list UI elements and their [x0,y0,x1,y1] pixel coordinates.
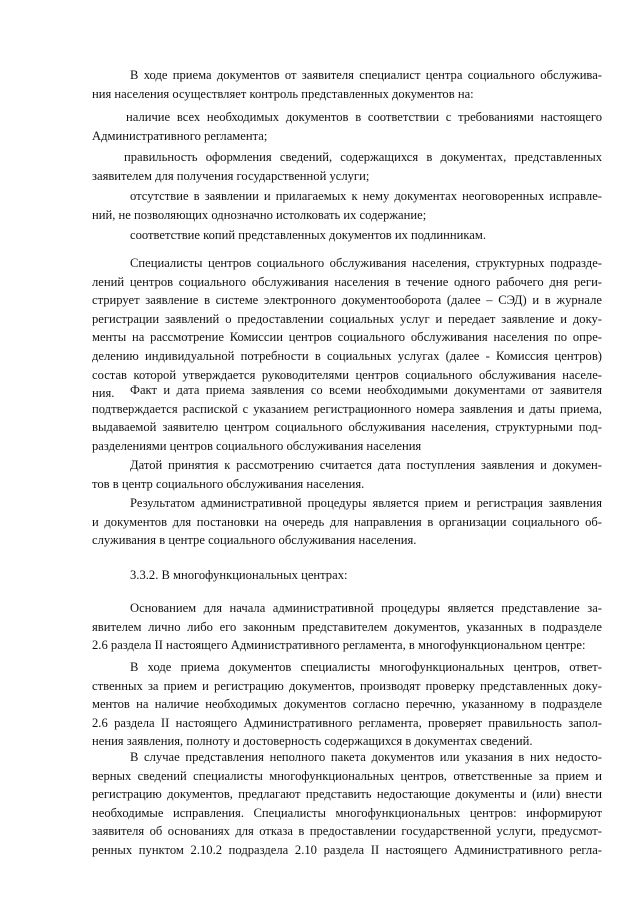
text-line: В случае представления неполного пакета документов или указания в них недосто- [130,750,602,764]
text-line: 2.6 раздела II настоящего Административного регламента, проверяет правильность запол- [92,715,602,730]
text-line: явителем лично либо его законным представителем документов, указанных в подразделе [92,619,602,634]
text-line: 2.6 раздела II настоящего Административного регламента, в многофункциональном центре: [92,638,586,653]
text-line: заявителя об основаниях для отказа в предоставлении государственной услуги, предусмот- [92,824,602,839]
text-line: верных сведений специалисты многофункциональных центров, ответственные за прием и [92,768,602,783]
paragraph-list-item-3 [92,187,602,224]
paragraph-list-item-2 [92,148,602,185]
text-line: Результатом административной процедуры является прием и регистрация заявления [130,496,602,510]
paragraph-result [92,494,602,550]
paragraph-mfc-check [92,658,602,751]
text-line: тов в центр социального обслуживания населения. [92,476,365,491]
text-line: необходимые исправления. Специалисты многофункциональных центров: информируют [92,805,602,820]
paragraph-grounds [92,599,602,655]
text-line: подтверждается распиской с указанием регистрационного номера заявления и даты приема, [92,401,602,416]
text-line: ния. [92,386,115,401]
text-line: Специалисты центров социального обслуживания населения, структурных подразде- [130,256,602,270]
text-line: правильность оформления сведений, содержащихся в документах, представленных [124,150,602,164]
text-line: ментов на наличие необходимых документов согласно перечню, указанному в подразделе [92,697,602,712]
text-line: 3.3.2. В многофункциональных центрах: [130,568,348,582]
paragraph-control-intro [92,66,602,103]
text-line: Основанием для начала административной процедуры является представление за- [130,601,602,615]
text-line: регистрацию документов, предлагают представить недостающие документы и (или) внести [92,787,602,802]
text-line: нения заявления, полноту и достоверность содержащихся в документах сведений. [92,734,533,749]
text-line: ренных пунктом 2.10.2 подраздела 2.10 раздела II настоящего Административного регла- [92,842,602,857]
text-line: служивания в центре социального обслуживания населения. [92,533,417,548]
text-line: Административного регламента; [92,128,268,143]
text-line: ний, не позволяющих однозначно истолковать их содержание; [92,207,427,222]
text-line: В ходе приема документов специалисты многофункциональных центров, ответ- [130,660,602,674]
text-line: отсутствие в заявлении и прилагаемых к нему документах неоговоренных исправле- [130,189,602,203]
paragraph-incomplete-package [92,748,602,860]
text-line: заявителем для получения государственной услуги; [92,168,370,183]
section-heading-3-3-2 [92,566,602,585]
text-line: состав которой утверждается руководителями центров социального обслуживания населе- [92,367,602,382]
text-line: разделениями центров социального обслуживания населения [92,438,422,453]
paragraph-list-item-1 [92,108,602,145]
text-line: В ходе приема документов от заявителя специалист центра социального обслужива- [130,68,602,82]
paragraph-acceptance-date [92,456,602,493]
text-line: и документов для постановки на очередь для направления в организации социального об- [92,514,602,529]
text-line: регистрации заявлений о предоставлении социальных услуг и передает заявление и доку- [92,311,602,326]
text-line: ния населения осуществляет контроль представленных документов на: [92,86,474,101]
paragraph-receipt [92,381,602,455]
text-line: Факт и дата приема заявления со всеми необходимыми документами от заявителя [130,383,602,397]
text-line: соответствие копий представленных документов их подлинникам. [130,228,486,242]
text-line: делению индивидуальной потребности в социальных услугах (далее - Комиссия центров) [92,348,602,363]
text-line: ственных за прием и регистрацию документов, производят проверку представленных доку- [92,678,602,693]
paragraph-list-item-4 [92,226,602,245]
text-line: выдаваемой заявителю центром социального обслуживания населения, структурными под- [92,420,602,435]
text-line: стрирует заявление в системе электронного документооборота (далее – СЭД) и в журнале [92,293,602,308]
text-line: Датой принятия к рассмотрению считается дата поступления заявления и докумен- [130,458,602,472]
text-line: наличие всех необходимых документов в соответствии с требованиями настоящего [126,110,602,124]
text-line: лений центров социального обслуживания населения в течение одного рабочего дня реги- [92,274,602,289]
text-line: менты на рассмотрение Комиссии центров социального обслуживания населения по опре- [92,330,602,345]
